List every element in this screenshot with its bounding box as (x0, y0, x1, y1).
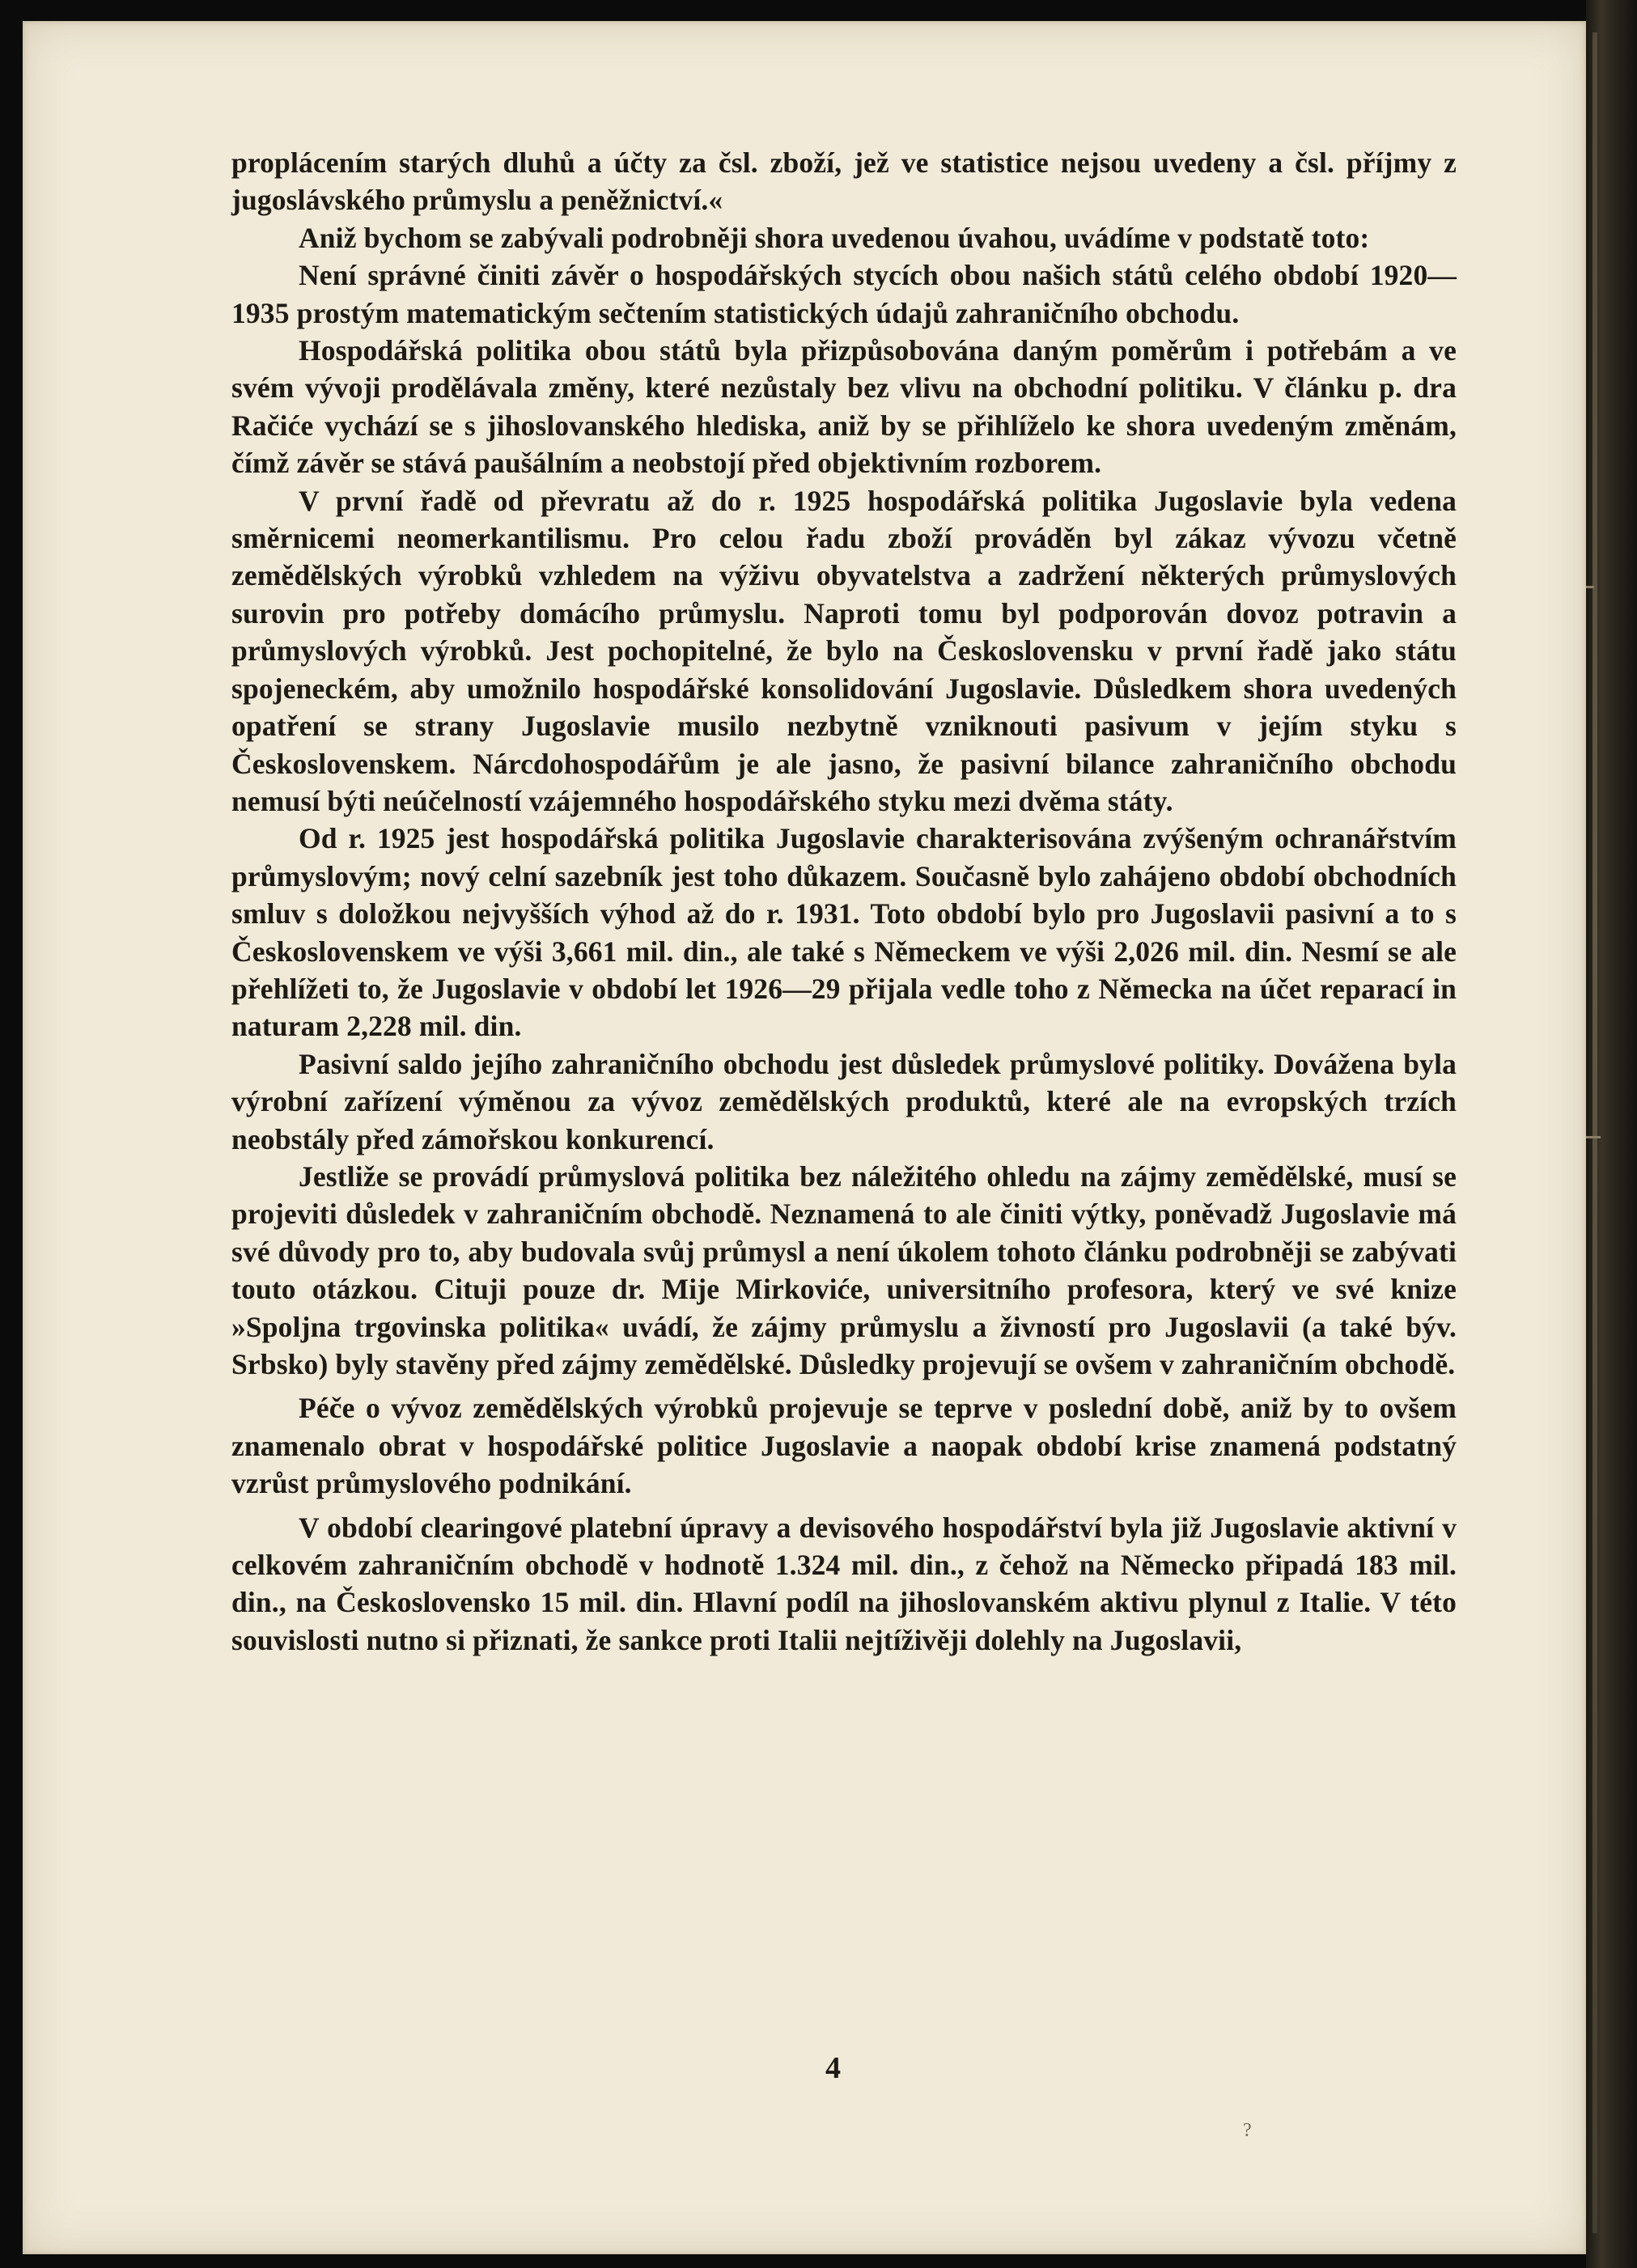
paragraph: Hospodářská politika obou států byla přizpůsobována daným poměrům i potřebám a ve svém vývoji prodělávala změny, které nezůstaly bez vlivu na obchodní politiku. V článku p. dra Račiće vychází se s jihoslovanského hlediska, aniž by se přihlíželo ke shora uvedeným změnám, čímž závěr se stává paušálním a neobstojí před objektivním rozborem. (231, 334, 1457, 480)
edge-mark (1586, 1136, 1601, 1138)
page-number: 4 (825, 2051, 841, 2085)
stray-mark: ? (1243, 2120, 1252, 2141)
paragraph: V období clearingové platební úpravy a devisového hospodářství byla již Jugoslavie aktivní v celkovém zahraničním obchodě v hodnotě 1.324 mil. din., z čehož na Německo připadá 183 mil. din., na Československo 15 mil. din. Hlavní podíl na jihoslovanském aktivu plynul z Italie. V této souvislosti nutno si přiznati, že sankce proti Italii nejtíživěji dolehly na Jugoslavii, (231, 1511, 1457, 1656)
body-text (231, 144, 1457, 1659)
edge-mark (1586, 586, 1594, 588)
paragraph: Péče o vývoz zemědělských výrobků projevuje se teprve v poslední době, aniž by to ovšem znamenalo obrat v hospodářské politice Jugoslavie a naopak období krise znamená podstatný vzrůst průmyslového podnikání. (231, 1392, 1457, 1500)
paragraph: Od r. 1925 jest hospodářská politika Jugoslavie charakterisována zvýšeným ochranářstvím průmyslovým; nový celní sazebník jest toho důkazem. Současně bylo zahájeno období obchodních smluv s doložkou nejvyšších výhod až do r. 1931. Toto období bylo pro Jugoslavii pasivní a to s Československem ve výši 3,661 mil. din., ale také s Německem ve výši 2,026 mil. din. Nesmí se ale přehlížeti to, že Jugoslavie v období let 1926—29 přijala vedle toho z Německa na účet reparací in naturam 2,228 mil. din. (231, 822, 1457, 1043)
paragraph: Aniž bychom se zabývali podrobněji shora uvedenou úvahou, uvádíme v podstatě toto: (299, 221, 1370, 254)
paragraph: proplácením starých dluhů a účty za čsl. zboží, jež ve statistice nejsou uvedeny a čsl. příjmy z jugoslávského průmyslu a peněžnictví.« (231, 146, 1457, 217)
paragraph: Pasivní saldo jejího zahraničního obchodu jest důsledek průmyslové politiky. Dovážena byla výrobní zařízení výměnou za vývoz zemědělských produktů, které ale na evropských trzích neobstály před zámořskou konkurencí. (231, 1047, 1457, 1155)
paragraph: Není správné činiti závěr o hospodářských stycích obou našich států celého období 1920—1935 prostým matematickým sečtením statistických údajů zahraničního obchodu. (231, 259, 1457, 329)
spine-highlight (1592, 32, 1597, 2233)
paragraph: Jestliže se provádí průmyslová politika bez náležitého ohledu na zájmy zemědělské, musí se projeviti důsledek v zahraničním obchodě. Neznamená to ale činiti výtky, poněvadž Jugoslavie má své důvody pro to, aby budovala svůj průmysl a není úkolem tohoto článku podrobněji se zabývati touto otázkou. Cituji pouze dr. Mije Mirkoviće, universitního profesora, který ve své knize »Spoljna trgovinska politika« uvádí, že zájmy průmyslu a živností pro Jugoslavii (a také býv. Srbsko) byly stavěny před zájmy zemědělské. Důsledky projevují se ovšem v zahraničním obchodě. (231, 1159, 1457, 1380)
paragraph: V první řadě od převratu až do r. 1925 hospodářská politika Jugoslavie byla vedena směrnicemi neomerkantilismu. Pro celou řadu zboží prováděn byl zákaz vývozu včetně zemědělských výrobků vzhledem na výživu obyvatelstva a zadržení některých průmyslových surovin pro potřeby domácího průmyslu. Naproti tomu byl podporován dovoz potravin a průmyslových výrobků. Jest pochopitelné, že bylo na Československu v první řadě jako státu spojeneckém, aby umožnilo hospodářské konsolidování Jugoslavie. Důsledkem shora uvedených opatření se strany Jugoslavie musilo nezbytně vzniknouti pasivum v jejím styku s Československem. Nárcdohospodářům je ale jasno, že pasivní bilance zahraničního obchodu nemusí býti neúčelností vzájemného hospodářského styku mezi dvěma státy. (231, 484, 1457, 817)
